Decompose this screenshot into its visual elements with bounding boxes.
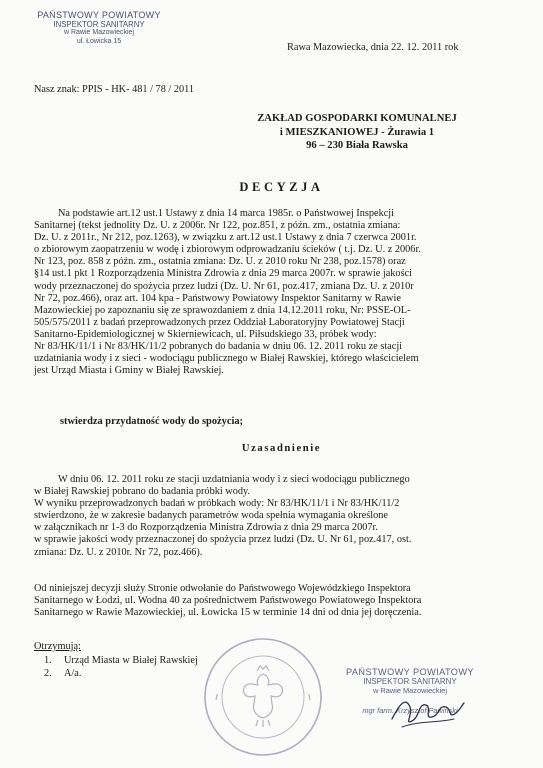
round-seal-icon [200, 634, 326, 760]
justification-line: w załącznikach nr 1-3 do Rozporządzenia Ministra Zdrowia z dnia 29 marca 2007r. [34, 522, 378, 534]
recipient-item [44, 655, 198, 668]
legal-basis-line: §14 ust.1 pkt 1 Rozporządzenia Ministra Zdrowia z dnia 29 marca 2007r. w sprawie jakości [34, 268, 413, 280]
handwritten-signature-icon [388, 685, 468, 735]
legal-basis-line: Dz. U. z 2011r., Nr 212, poz.1263), w związku z art.12 ust.1 Ustawy z dnia 7 czerwca 2001r. [34, 232, 417, 244]
legal-basis-line: Nr 83/HK/11/1 i Nr 83/HK/11/2 pobranych do badania w dniu 06. 12. 2011 roku ze stacji [34, 341, 403, 353]
legal-basis-line: Na podstawie art.12 ust.1 Ustawy z dnia 14 marca 1985r. o Państwowej Inspekcji [58, 208, 395, 219]
issuer-stamp-line4: ul. Łowicka 15 [76, 37, 122, 45]
signature-stamp-line4: mgr farm. Krzysztof Pawiński [362, 706, 458, 715]
decision-statement: stwierdza przydatność wody do spożycia; [60, 416, 243, 427]
legal-basis-line: wody przeznaczonej do spożycia przez ludzi (Dz. U. Nr 61, poz.417, zmiana Dz. U. z 2010r [34, 280, 414, 292]
legal-basis-paragraph [34, 208, 512, 377]
legal-basis-line: o zbiorowym zaopatrzeniu w wodę i zbiorowym odprowadzaniu ścieków ( t.j. Dz. U. z 2006r. [34, 244, 421, 256]
recipient-item [44, 668, 198, 681]
legal-basis-line: 505/575/2011 z badań przeprowadzonych przez Oddział Laboratoryjny Powiatowej Stacji [34, 316, 405, 328]
justification-line: w Białej Rawskiej pobrano do badania próbki wody. [34, 486, 251, 498]
legal-basis-line: uzdatniania wody i z sieci - wodociągu publicznego w Białej Rawskiej, którego właścicielem [34, 353, 419, 365]
place-date: Rawa Mazowiecka, dnia 22. 12. 2011 rok [287, 42, 459, 53]
appeal-line: Sanitarnego w Łodzi, ul. Wodna 40 za pośrednictwem Państwowego Powiatowego Inspektora [34, 595, 422, 607]
appeal-line: Od niniejszej decyzji służy Stronie odwołanie do Państwowego Wojewódzkiego Inspektora [34, 583, 411, 594]
signature-stamp-line3: w Rawie Mazowieckiej [373, 686, 447, 695]
issuer-stamp [34, 10, 164, 46]
addressee-line1: ZAKŁAD GOSPODARKI KOMUNALNEJ [257, 113, 457, 124]
justification-paragraph [34, 474, 512, 559]
appeal-line: Sanitarnego w Rawie Mazowieckiej, ul. Łowicka 15 w terminie 14 dni od dnia jej doręczenia. [34, 607, 422, 619]
justification-line: W dniu 06. 12. 2011 roku ze stacji uzdatniania wody i z sieci wodociągu publicznego [58, 474, 410, 485]
recipient-name: A/a. [64, 668, 82, 679]
addressee-line2: i MIESZKANIOWEJ - Żurawia 1 [279, 126, 435, 138]
recipient-number: 1. [44, 655, 52, 666]
issuer-stamp-line1: PAŃSTWOWY POWIATOWY [37, 10, 161, 20]
legal-basis-line: Mazowieckiej po zapoznaniu się ze sprawozdaniem z dnia 14.12.2011 roku, Nr: PSSE-OL- [34, 304, 411, 316]
issuer-stamp-line2: INSPEKTOR SANITARNY [53, 20, 145, 29]
legal-basis-line: Sanitarno-Epidemiologicznej w Skierniewicach, ul. Piłsudskiego 33, próbek wody: [34, 328, 377, 340]
document-title: DECYZJA [239, 180, 324, 194]
recipient-number: 2. [44, 668, 52, 679]
legal-basis-line: jest Urząd Miasta i Gminy w Białej Rawskiej. [34, 365, 224, 377]
justification-line: zmiana: Dz. U. z 2010r. Nr 72, poz.466). [34, 546, 203, 558]
justification-line: w sprawie jakości wody przeznaczonej do spożycia przez ludzi (Dz. U. Nr 61, poz.417, ost. [34, 534, 412, 546]
justification-line: W wyniku przeprowadzonych badań w próbkach wody: Nr 83/HK/11/1 i Nr 83/HK/11/2 [34, 498, 400, 510]
appeal-paragraph [34, 583, 512, 619]
addressee-line3: 96 – 230 Biała Rawska [306, 140, 408, 152]
legal-basis-line: Nr 123, poz. 858 z późn. zm., ostatnia zmiana: Dz. U. z 2010 roku Nr 238, poz.1578) oraz [34, 256, 406, 268]
addressee [222, 112, 492, 153]
legal-basis-line: Nr 72, poz.466), oraz art. 104 kpa - Państwowy Powiatowy Inspektor Sanitarny w Rawie [34, 292, 401, 304]
recipients-list [44, 655, 198, 681]
signature-stamp-line2: INSPEKTOR SANITARNY [363, 677, 457, 686]
signature-stamp-line1: PAŃSTWOWY POWIATOWY [346, 667, 474, 677]
issuer-stamp-line3: w Rawie Mazowieckiej [63, 29, 135, 36]
justification-line: stwierdzono, że w zakresie badanych parametrów woda spełnia wymagania określone [34, 510, 388, 522]
legal-basis-line: Sanitarnej (tekst jednolity Dz. U. z 2006r. Nr 122, poz.851, z późn. zm., ostatnia zmiana: [34, 220, 401, 232]
recipient-name: Urząd Miasta w Białej Rawskiej [64, 655, 198, 666]
reference-number: Nasz znak: PPIS - HK- 481 / 78 / 2011 [34, 84, 195, 95]
justification-heading: Uzasadnienie [241, 443, 322, 454]
recipients-label: Otrzymują: [34, 641, 81, 652]
